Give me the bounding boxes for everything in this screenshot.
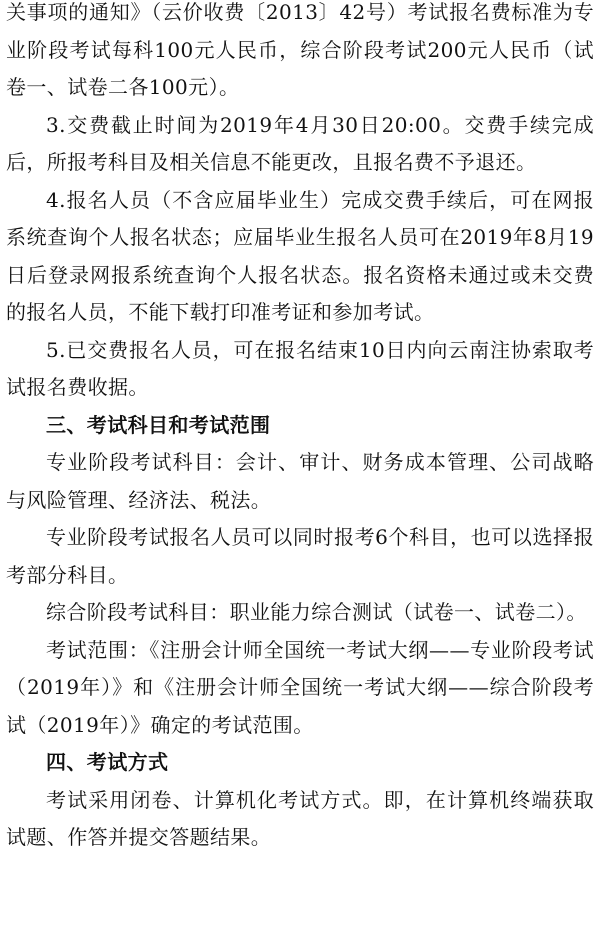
section-heading-exam-method: 四、考试方式 bbox=[46, 750, 169, 774]
paragraph-comprehensive-subjects: 综合阶段考试科目：职业能力综合测试（试卷一、试卷二）。 bbox=[46, 600, 587, 624]
paragraph-exam-scope: 考试范围：《注册会计师全国统一考试大纲——专业阶段考试（2019年）》和《注册会计师全国统一考试大纲——综合阶段考试（2019年）》确定的考试范围。 bbox=[6, 637, 594, 737]
paragraph-subject-count: 专业阶段考试报名人员可以同时报考6个科目，也可以选择报考部分科目。 bbox=[6, 525, 594, 587]
paragraph-fee-standard: 关事项的通知》（云价收费〔2013〕42号）考试报名费标准为专业阶段考试每科100元人民币，综合阶段考试200元人民币（试卷一、试卷二各100元）。 bbox=[6, 0, 594, 99]
paragraph-item-4: 4.报名人员（不含应届毕业生）完成交费手续后，可在网报系统查询个人报名状态；应届毕业生报名人员可在2019年8月19日后登录网报系统查询个人报名状态。报名资格未通过或未交费的报名人员，不能下载打印准考证和参加考试。 bbox=[6, 187, 594, 324]
paragraph-professional-subjects: 专业阶段考试科目：会计、审计、财务成本管理、公司战略与风险管理、经济法、税法。 bbox=[6, 450, 594, 512]
paragraph-item-5: 5.已交费报名人员，可在报名结束10日内向云南注协索取考试报名费收据。 bbox=[6, 337, 594, 399]
paragraph-item-3: 3.交费截止时间为2019年4月30日20:00。交费手续完成后，所报考科目及相关信息不能更改，且报名费不予退还。 bbox=[6, 112, 594, 174]
section-heading-exam-subjects: 三、考试科目和考试范围 bbox=[46, 412, 271, 437]
paragraph-exam-method: 考试采用闭卷、计算机化考试方式。即，在计算机终端获取试题、作答并提交答题结果。 bbox=[6, 787, 594, 849]
